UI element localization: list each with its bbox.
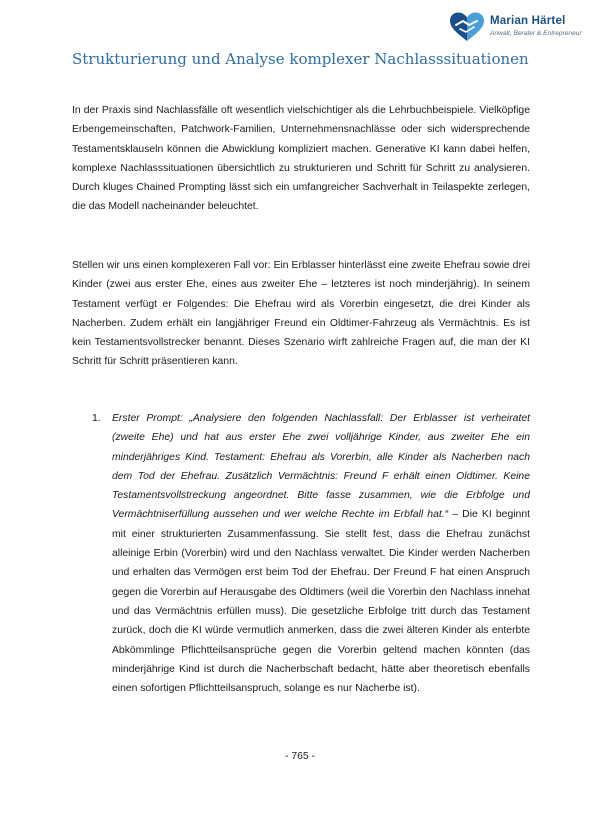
heart-handshake-icon (448, 11, 486, 43)
list-item-body (112, 409, 530, 698)
list-item-text: – Die KI beginnt mit einer strukturierten Zusammenfassung. Sie stellt fest, dass die Ehefrau zunächst alleinige Erbin (Vorerbin) wird und den Nachlass verwaltet. Die Kinder werden Nacherben und erhalten das Vermögen erst beim Tod der Ehefrau. Der Freund F hat einen Anspruch gegen die Vorerbin auf Herausgabe des Oldtimers (weil die Vorerbin den Nachlass innehat und das Vermächtnis erfüllen muss). Die gesetzliche Erbfolge tritt durch das Testament zurück, doch die KI würde vermutlich anmerken, dass die zwei älteren Kinder als enterbte Abkömmlinge Pflichtteilsansprüche gegen die Vorerbin geltend machen könnten (das minderjährige Kind ist durch die Nacherbschaft bedacht, hätte aber theoretisch ebenfalls einen sofortigen Pflichtteilsanspruch, solange es nur Nacherbe ist). (112, 509, 530, 695)
paragraph-intro: In der Praxis sind Nachlassfälle oft wesentlich vielschichtiger als die Lehrbuchbeispiele. Vielköpfige Erbengemeinschaften, Patchwork-Familien, Unternehmensnachlässe oder sich widersprechende Testamentsklauseln können die Abwicklung kompliziert machen. Generative KI kann dabei helfen, komplexe Nachlasssituationen übersichtlich zu strukturieren und Schritt für Schritt zu analysieren. Durch kluges Chained Prompting lässt sich ein umfangreicher Sachverhalt in Teilaspekte zerlegen, die das Modell nacheinander beleuchtet. (72, 105, 530, 213)
document-title: Strukturierung und Analyse komplexer Nachlasssituationen (72, 50, 529, 68)
logo (448, 11, 598, 51)
logo-name: Marian Härtel (490, 15, 566, 27)
list-item-number: 1. (92, 413, 101, 424)
page-number: - 765 - (284, 751, 316, 762)
paragraph-case: Stellen wir uns einen komplexeren Fall vor: Ein Erblasser hinterlässt eine zweite Ehefrau sowie drei Kinder (zwei aus erster Ehe, eines aus zweiter Ehe – letzteres ist noch minderjährig). In seinem Testament verfügt er Folgendes: Die Ehefrau wird als Vorerbin eingesetzt, die drei Kinder als Nacherben. Zudem erhält ein langjähriger Freund ein Oldtimer-Fahrzeug als Vermächtnis. Es ist kein Testamentsvollstrecker benannt. Dieses Szenario wirft zahlreiche Fragen auf, die man der KI Schritt für Schritt präsentieren kann. (72, 260, 530, 368)
logo-tagline: Anwalt, Berater & Entrepreneur (490, 30, 582, 37)
list-item-prompt: Erster Prompt: „Analysiere den folgenden Nachlassfall: Der Erblasser ist verheiratet (zweite Ehe) und hat aus erster Ehe zwei volljährige Kinder, aus zweiter Ehe ein minderjähriges Kind. Testament: Ehefrau als Vorerbin, alle Kinder als Nacherben nach dem Tod der Ehefrau. Zusätzlich Vermächtnis: Freund F erhält einen Oldtimer. Keine Testamentsvollstreckung angeordnet. Bitte fasse zusammen, wie die Erbfolge und Vermächtniserfüllung aussehen und wer welche Rechte im Erbfall hat.“ (112, 413, 530, 521)
list-item (92, 409, 530, 698)
